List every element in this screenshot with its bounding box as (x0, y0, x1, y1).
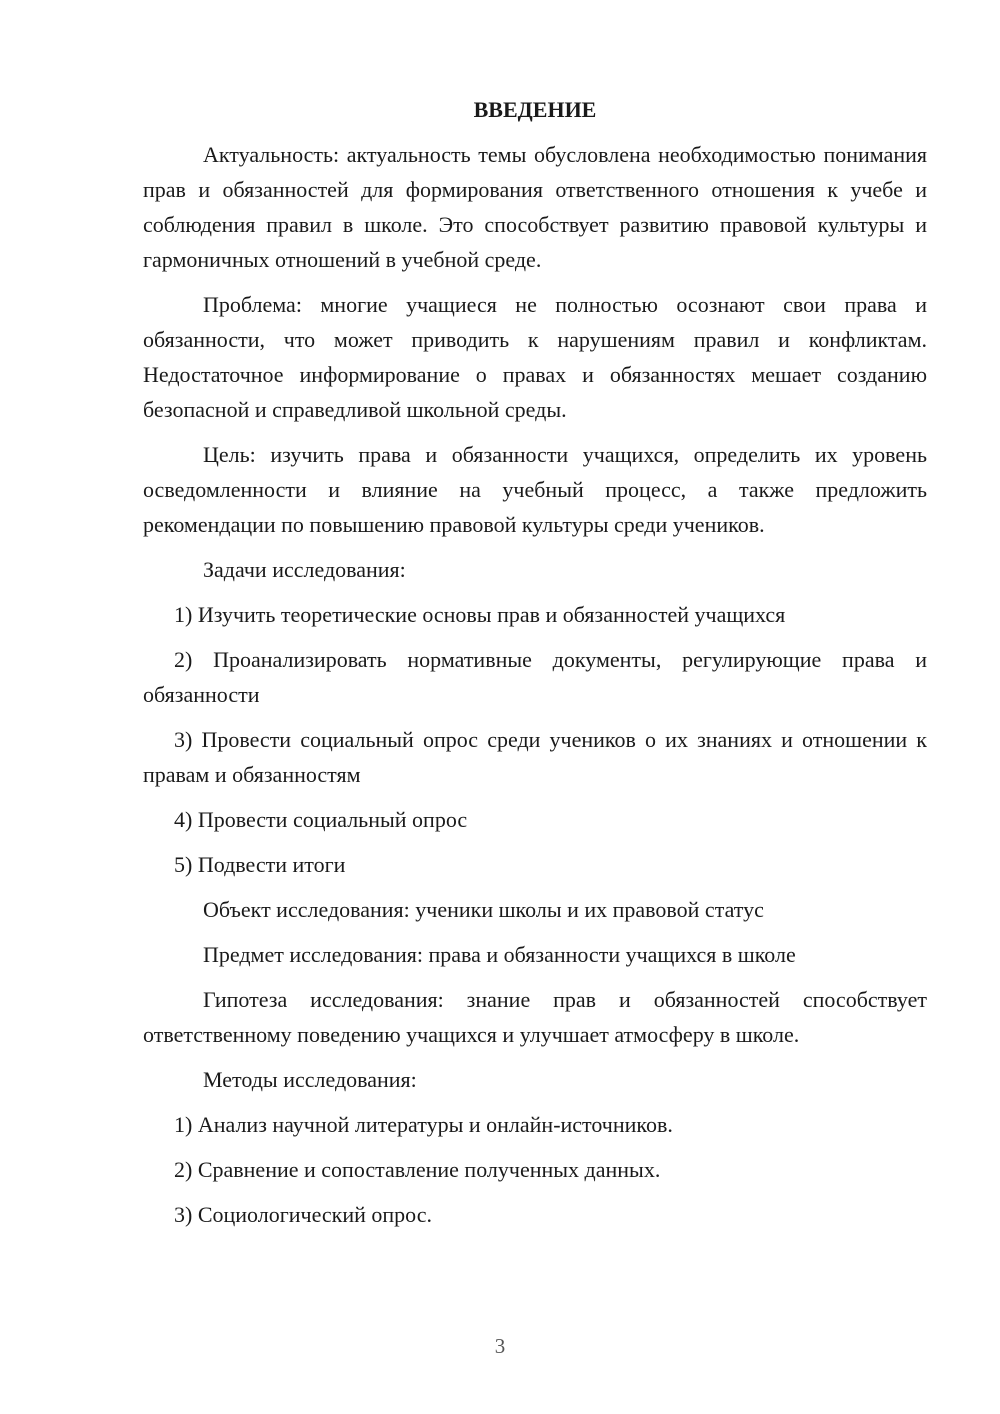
method-item: 1) Анализ научной литературы и онлайн-источников. (174, 1112, 673, 1137)
relevance-paragraph: Актуальность: актуальность темы обусловлена необходимостью понимания прав и обязанностей для формирования ответственного отношения к учебе и соблюдения правил в школе. Это способствует развитию правовой культуры и гармоничных отношений в учебной среде. (143, 142, 927, 272)
method-item: 3) Социологический опрос. (174, 1202, 432, 1227)
methods-heading: Методы исследования: (203, 1067, 417, 1092)
task-item: 2) Проанализировать нормативные документы, регулирующие права и обязанности (143, 647, 927, 707)
task-item: 3) Провести социальный опрос среди учеников о их знаниях и отношении к правам и обязанностям (143, 727, 927, 787)
page-title: ВВЕДЕНИЕ (473, 97, 597, 122)
method-item: 2) Сравнение и сопоставление полученных данных. (174, 1157, 661, 1182)
problem-paragraph: Проблема: многие учащиеся не полностью осознают свои права и обязанности, что может приводить к нарушениям правил и конфликтам. Недостаточное информирование о правах и обязанностях мешает созданию безопасной и справедливой школьной среды. (143, 292, 927, 422)
tasks-heading: Задачи исследования: (203, 557, 406, 582)
task-item: 5) Подвести итоги (174, 852, 346, 877)
object-paragraph: Объект исследования: ученики школы и их правовой статус (203, 897, 764, 922)
hypothesis-paragraph: Гипотеза исследования: знание прав и обязанностей способствует ответственному поведению учащихся и улучшает атмосферу в школе. (143, 987, 927, 1047)
page-number: 3 (494, 1334, 506, 1358)
task-item: 4) Провести социальный опрос (174, 807, 468, 832)
task-item: 1) Изучить теоретические основы прав и обязанностей учащихся (174, 602, 786, 627)
goal-paragraph: Цель: изучить права и обязанности учащихся, определить их уровень осведомленности и влияние на учебный процесс, а также предложить рекомендации по повышению правовой культуры среди учеников. (143, 442, 927, 537)
subject-paragraph: Предмет исследования: права и обязанности учащихся в школе (203, 942, 796, 967)
document-page (143, 92, 927, 1242)
